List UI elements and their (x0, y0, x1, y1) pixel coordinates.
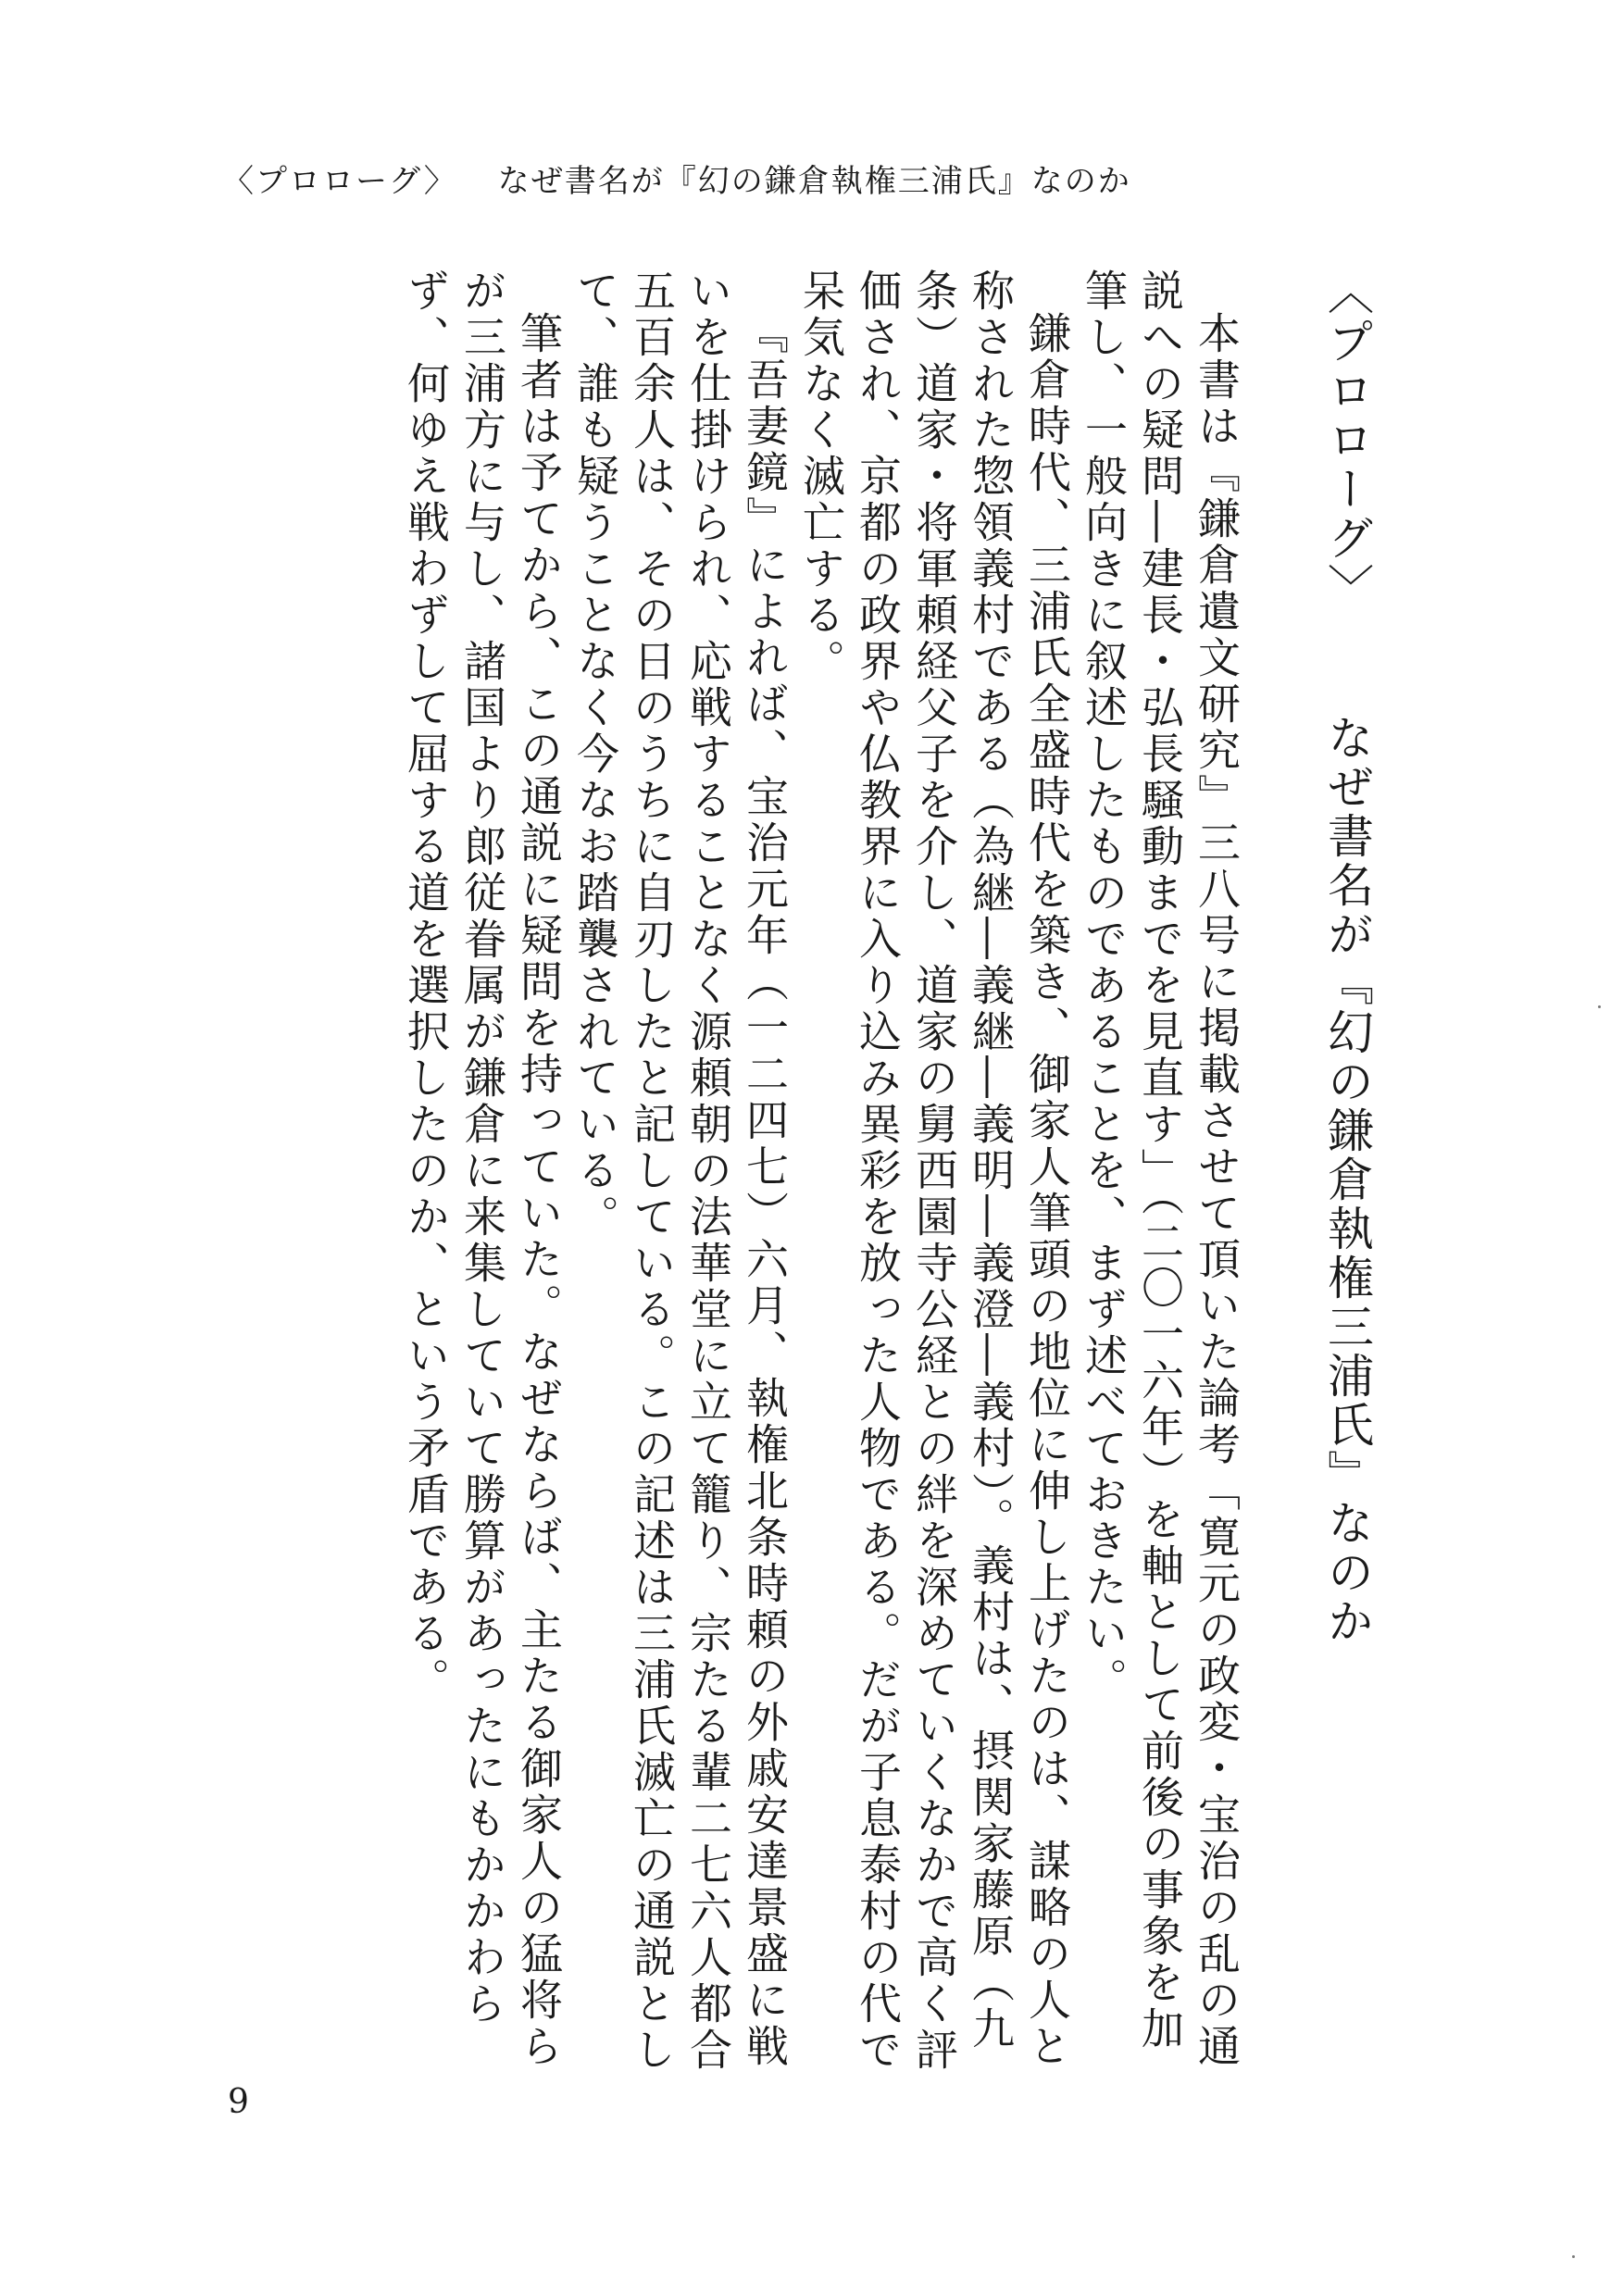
running-header (222, 156, 1131, 201)
chapter-label: 〈プロローグ〉 (1320, 268, 1374, 612)
paragraph-1: 本書は『鎌倉遺文研究』三八号に掲載させて頂いた論考「寛元の政変・宝治の乱の通説への疑問―建長・弘長騒動までを見直す」（二〇一六年）を軸として前後の事象を加筆し、一般向きに叙述したものであることを、まず述べておきたい。 (1079, 268, 1242, 2070)
scan-speck (1572, 2255, 1575, 2258)
running-header-label: 〈プロローグ〉 (222, 163, 457, 200)
scan-speck (1598, 1005, 1601, 1008)
main-text (208, 268, 1375, 2083)
page-number: 9 (228, 2083, 249, 2121)
paragraph-2: 鎌倉時代、三浦氏全盛時代を築き、御家人筆頭の地位に伸し上げたのは、謀略の人と称された惣領義村である（為継―義継―義明―義澄―義村）。義村は、摂関家藤原（九条）道家・将軍頼経父子を介し、道家の舅西園寺公経との絆を深めていくなかで高く評価され、京都の政界や仏教界に入り込み異彩を放った人物である。だが子息泰村の代で呆気なく滅亡する。 (796, 268, 1072, 2074)
running-header-subtitle: なぜ書名が『幻の鎌倉執権三浦氏』なのか (497, 163, 1131, 200)
paragraph-4: 筆者は予てから、この通説に疑問を持っていた。なぜならば、主たる御家人の猛将らが三浦方に与し、諸国より郎従眷属が鎌倉に来集していて勝算があったにもかかわらず、何ゆえ戦わずして屈する道を選択したのか、という矛盾である。 (401, 268, 564, 2070)
chapter-title-text: なぜ書名が『幻の鎌倉執権三浦氏』なのか (1320, 714, 1374, 1646)
paragraph-3: 『吾妻鏡』によれば、宝治元年（一二四七）六月、執権北条時頼の外戚安達景盛に戦いを仕掛けられ、応戦することなく源頼朝の法華堂に立て籠り、宗たる輩二七六人都合五百余人は、その日のうちに自刃したと記している。この記述は三浦氏滅亡の通説として、誰も疑うことなく今なお踏襲されている。 (570, 268, 790, 2074)
chapter-title (1318, 268, 1375, 2083)
